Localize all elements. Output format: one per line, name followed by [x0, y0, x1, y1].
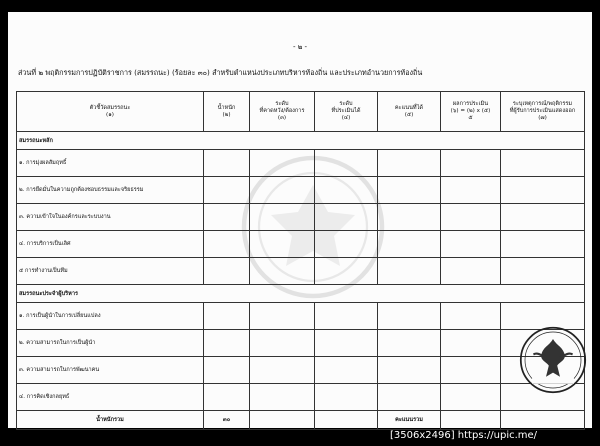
- competency-evaluation-table: [16, 91, 585, 430]
- header-behavior: ระบุเหตุการณ์/พฤติกรรม ที่ผู้รับการประเมินแสดงออก (๗): [501, 92, 585, 132]
- header-result: ผลการประเมิน (๖) = (๒) x (๕) ๕: [441, 92, 501, 132]
- header-assessed-level: ระดับ ที่ประเมินได้ (๔): [315, 92, 378, 132]
- document-page: [8, 12, 592, 428]
- table-row: ๒. ความสามารถในการเป็นผู้นำ: [17, 330, 585, 357]
- office-seal-stamp: [518, 325, 588, 395]
- header-expected-level: ระดับ ที่คาดหวัง/ต้องการ (๓): [250, 92, 315, 132]
- page-number: - ๒ -: [292, 43, 308, 51]
- table-row: ๒. การยึดมั่นในความถูกต้องชอบธรรมและจริยธรรม: [17, 177, 585, 204]
- table-row: ๕ การทำงานเป็นทีม: [17, 258, 585, 285]
- header-indicator: ตัวชี้วัดสมรรถนะ (๑): [17, 92, 204, 132]
- header-score: คะแนนที่ได้ (๕): [378, 92, 441, 132]
- table-header-row: [17, 92, 585, 132]
- section-row-executive: [17, 285, 585, 303]
- table-row: ๑. การมุ่งผลสัมฤทธิ์: [17, 150, 585, 177]
- section-heading: ส่วนที่ ๒ พฤติกรรมการปฏิบัติราชการ (สมรรถนะ) (ร้อยละ ๓๐) สำหรับตำแหน่งประเภทบริหารท้องถิ่น และประเภทอำนวยการท้องถิ่น: [18, 68, 423, 77]
- header-weight: น้ำหนัก (๒): [204, 92, 250, 132]
- table-row: ๔. การคิดเชิงกลยุทธ์: [17, 384, 585, 411]
- total-weight-value: ๓๐: [204, 411, 250, 430]
- section-row-core: [17, 132, 585, 150]
- total-row: [17, 411, 585, 430]
- table-row: ๓. ความสามารถในการพัฒนาคน: [17, 357, 585, 384]
- image-size-url-footer: [3506x2496] https://upic.me/: [390, 430, 538, 441]
- total-weight-label: น้ำหนักรวม: [17, 411, 204, 430]
- section-title: สมรรถนะหลัก: [17, 132, 585, 150]
- table-row: ๔. การบริการเป็นเลิศ: [17, 231, 585, 258]
- total-score-label: คะแนนรวม: [378, 411, 441, 430]
- table-row: ๓. ความเข้าใจในองค์กรและระบบงาน: [17, 204, 585, 231]
- section-title: สมรรถนะประจำผู้บริหาร: [17, 285, 585, 303]
- table-row: ๑. การเป็นผู้นำในการเปลี่ยนแปลง: [17, 303, 585, 330]
